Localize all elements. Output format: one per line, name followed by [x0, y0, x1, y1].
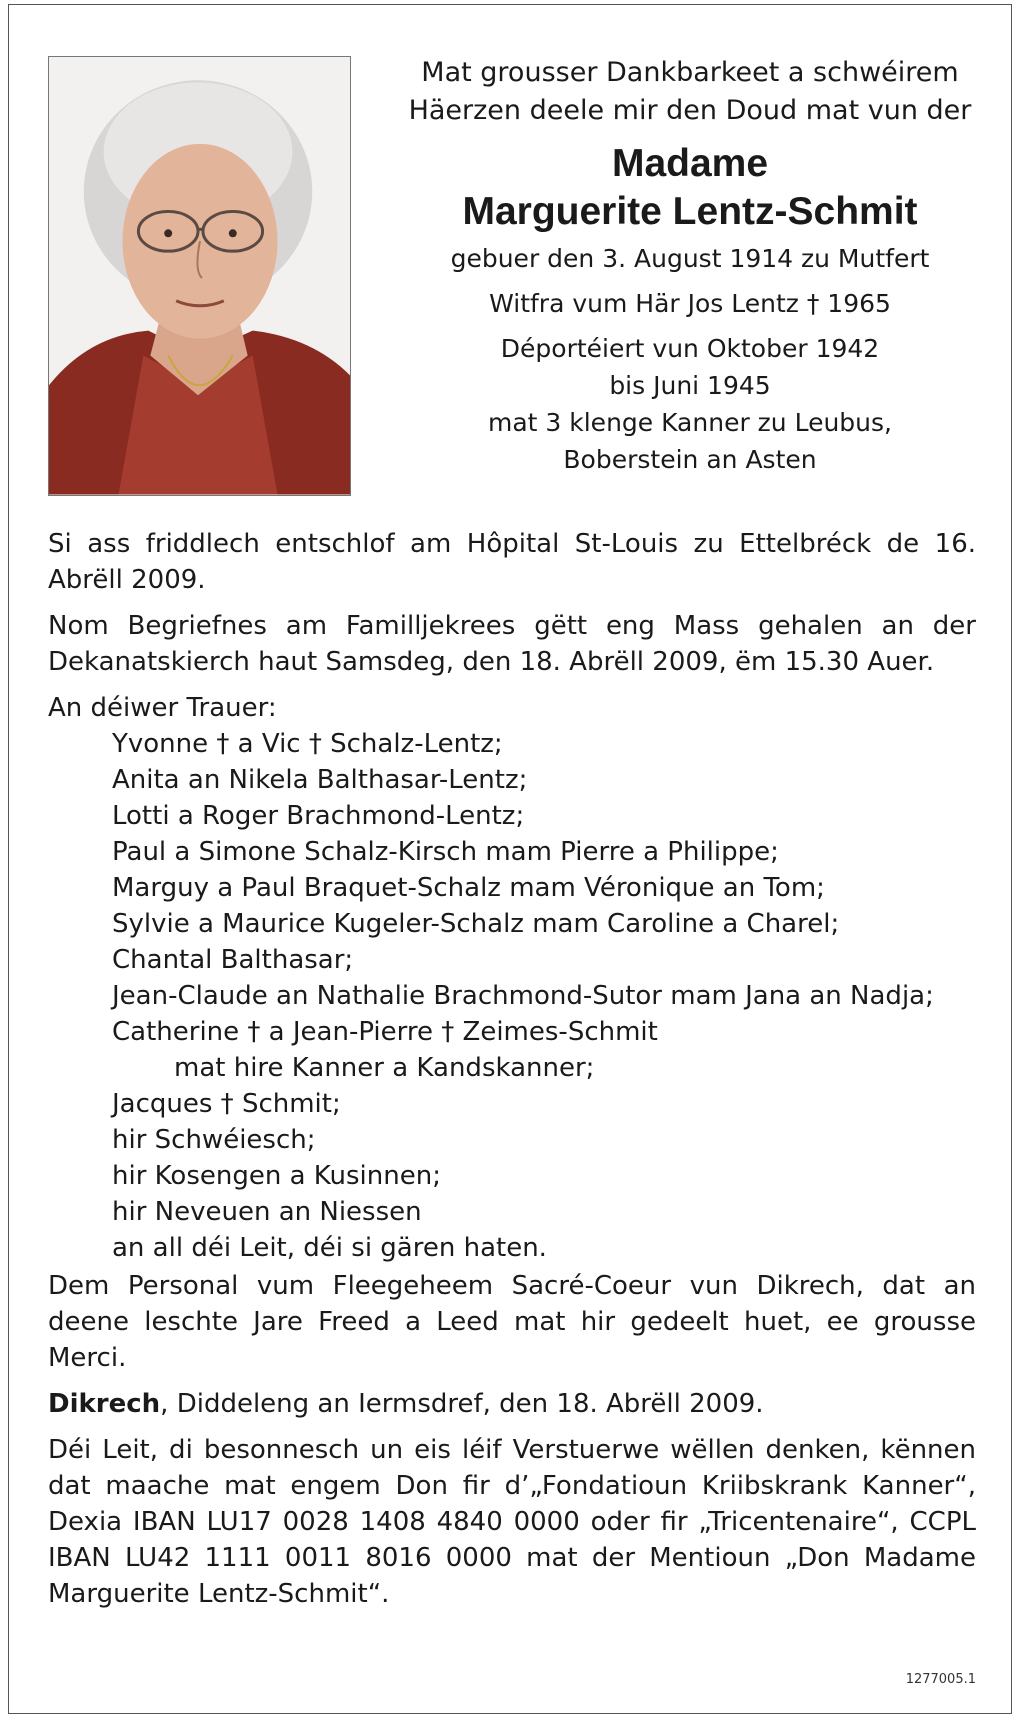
donation-paragraph: Déi Leit, di besonnesch un eis léif Verstuerwe wëllen denken, kënnen dat maache mat engem Don fir d’„Fondatioun Kriibskrank Kanner“, Dexia IBAN LU17 0028 1408 4840 0000 oder fir „Tricentenaire“, CCPL IBAN LU42 1111 0011 8016 0000 mat der Mentioun „Don Madame Marguerite Lentz-Schmit“. — [48, 1435, 976, 1609]
place-bold: Dikrech — [48, 1389, 161, 1419]
deceased-name: Marguerite Lentz-Schmit — [462, 190, 918, 233]
birth-info: gebuer den 3. August 1914 zu Mutfert — [450, 244, 930, 273]
mourner-line: hir Neveuen an Niessen — [112, 1197, 422, 1227]
mourner-line: mat hire Kanner a Kandskanner; — [174, 1053, 595, 1083]
biographical-info — [380, 240, 1000, 478]
mourning-intro: An déiwer Trauer: — [48, 693, 277, 723]
place-date — [48, 1386, 976, 1422]
death-notice: Si ass friddlech entschlof am Hôpital St-Louis zu Ettelbréck de 16. Abrëll 2009. — [48, 529, 976, 595]
intro-text — [380, 54, 1000, 130]
portrait-illustration — [49, 57, 350, 495]
mourner-line: Catherine † a Jean-Pierre † Zeimes-Schmit — [112, 1017, 658, 1047]
deportation-line: Déportéiert vun Oktober 1942 — [500, 334, 880, 363]
mourner-line: Lotti a Roger Brachmond-Lentz; — [112, 801, 525, 831]
portrait-photo — [48, 56, 351, 496]
mourner-line: Marguy a Paul Braquet-Schalz mam Véronique an Tom; — [112, 873, 825, 903]
intro-line: Mat grousser Dankbarkeet a schwéirem — [421, 57, 959, 88]
mourner-line: Sylvie a Maurice Kugeler-Schalz mam Caroline a Charel; — [112, 909, 840, 939]
mourner-line: Jean-Claude an Nathalie Brachmond-Sutor mam Jana an Nadja; — [112, 981, 934, 1011]
deportation-line: bis Juni 1945 — [609, 371, 771, 400]
intro-line: Häerzen deele mir den Doud mat vun der — [408, 95, 972, 126]
mourners-list — [48, 726, 976, 1266]
mourner-line: an all déi Leit, déi si gären haten. — [112, 1233, 547, 1263]
deceased-title: Madame — [611, 142, 769, 185]
mourner-line: hir Schwéiesch; — [112, 1125, 316, 1155]
thanks-paragraph: Dem Personal vum Fleegeheem Sacré-Coeur vun Dikrech, dat an deene leschte Jare Freed a Leed mat hir gedeelt huet, ee grousse Merci. — [48, 1271, 976, 1373]
notice-header — [380, 54, 1000, 478]
notice-body — [48, 526, 976, 1622]
reference-number: 1277005.1 — [905, 1672, 976, 1687]
mourner-line: Paul a Simone Schalz-Kirsch mam Pierre a Philippe; — [112, 837, 779, 867]
deportation-line: Boberstein an Asten — [563, 445, 817, 474]
widow-info: Witfra vum Här Jos Lentz † 1965 — [489, 289, 891, 318]
mourner-line: Chantal Balthasar; — [112, 945, 354, 975]
mourner-line: Jacques † Schmit; — [112, 1089, 341, 1119]
mourner-line: Yvonne † a Vic † Schalz-Lentz; — [112, 729, 503, 759]
mourner-line: hir Kosengen a Kusinnen; — [112, 1161, 441, 1191]
mass-notice: Nom Begriefnes am Familljekrees gëtt eng Mass gehalen an der Dekanatskierch haut Samsdeg, den 18. Abrëll 2009, ëm 15.30 Auer. — [48, 611, 976, 677]
mourner-line: Anita an Nikela Balthasar-Lentz; — [112, 765, 528, 795]
place-rest: , Diddeleng an Iermsdref, den 18. Abrëll 2009. — [160, 1389, 764, 1419]
deportation-line: mat 3 klenge Kanner zu Leubus, — [487, 408, 892, 437]
